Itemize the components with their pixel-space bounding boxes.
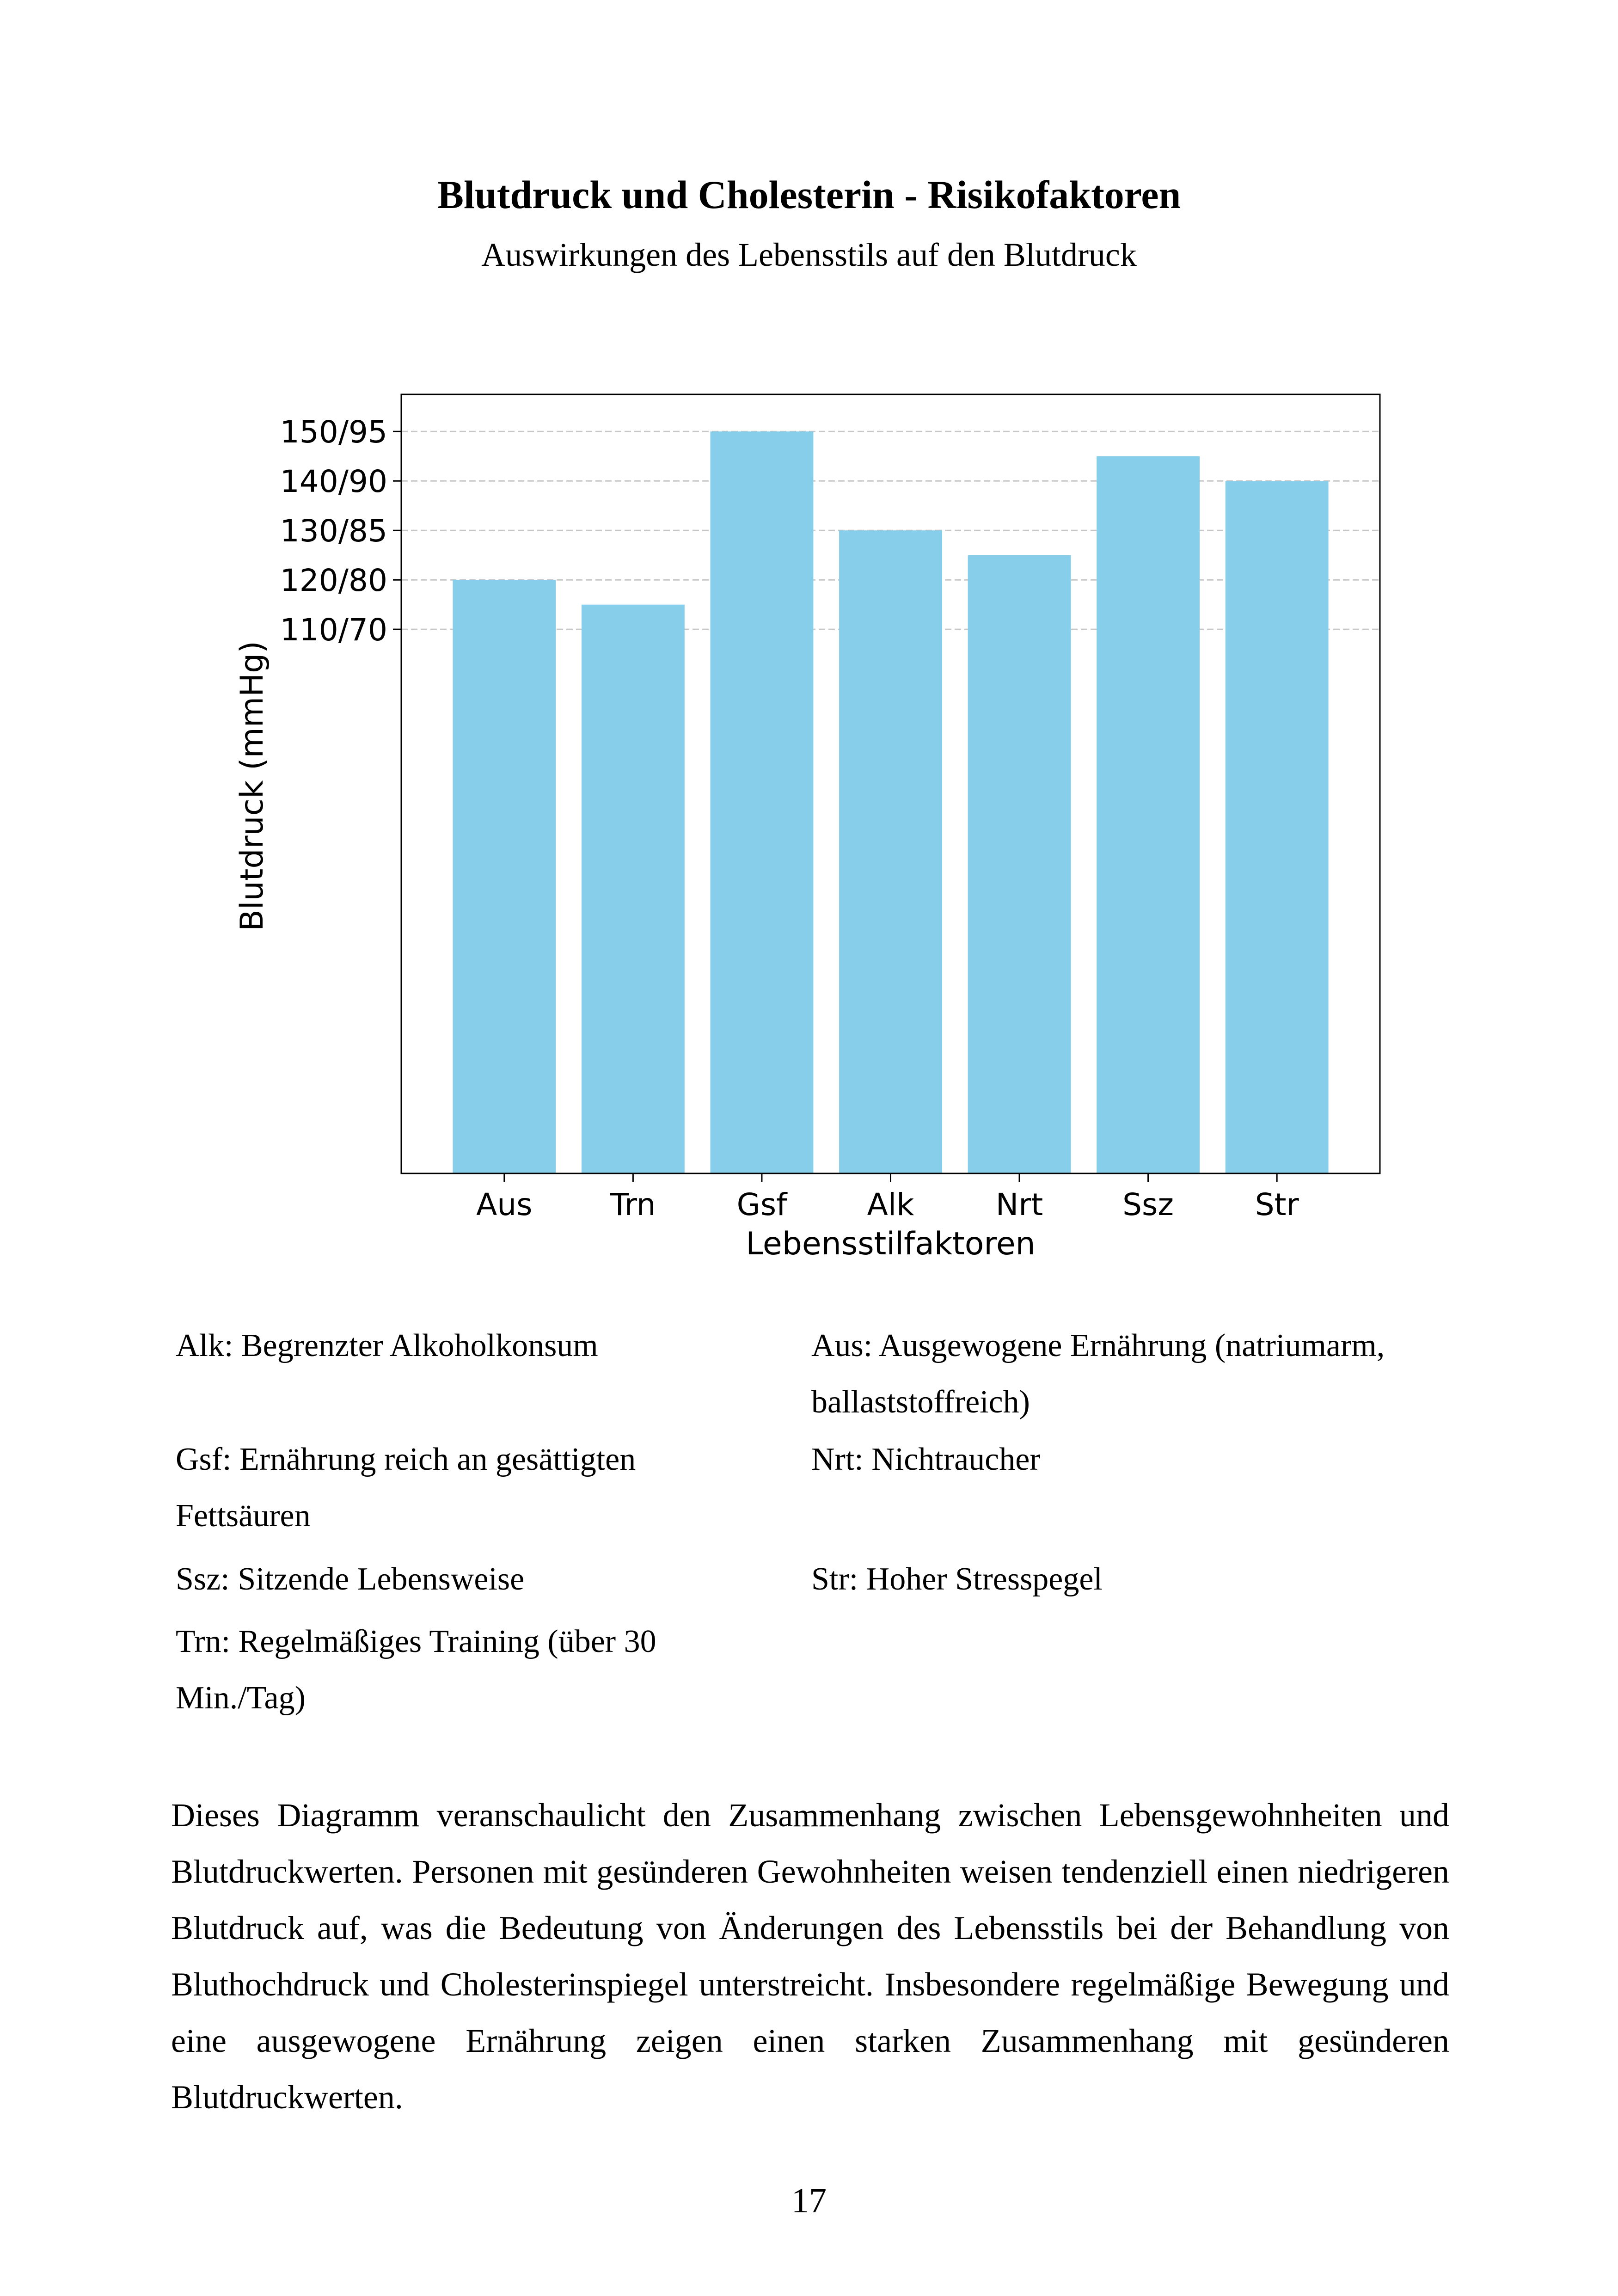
y-tick-label: 120/80 [280, 563, 387, 599]
legend-item-nrt: Nrt: Nichtraucher [811, 1442, 1041, 1477]
y-tick-label: 110/70 [280, 612, 387, 648]
x-axis-label: Lebensstilfaktoren [746, 1226, 1036, 1262]
bars [453, 431, 1328, 1173]
x-tick-label: Trn [610, 1187, 656, 1222]
bar-str [1226, 481, 1329, 1173]
bar-gsf [711, 431, 814, 1173]
x-tick-label: Alk [867, 1187, 914, 1222]
x-tick-label: Ssz [1122, 1187, 1174, 1222]
bar-alk [839, 530, 942, 1173]
x-axis [476, 1173, 1299, 1222]
y-tick-label: 140/90 [280, 464, 387, 500]
bar-nrt [968, 555, 1071, 1173]
y-axis [280, 414, 401, 648]
legend-item-str: Str: Hoher Stresspegel [811, 1561, 1103, 1597]
legend-item-gsf: Gsf: Ernährung reich an gesättigten Fettsäuren [176, 1442, 636, 1534]
legend-item-ssz: Ssz: Sitzende Lebensweise [176, 1561, 525, 1597]
y-axis-label: Blutdruck (mmHg) [234, 641, 270, 931]
legend-item-alk: Alk: Begrenzter Alkoholkonsum [176, 1328, 598, 1363]
page-subtitle: Auswirkungen des Lebensstils auf den Blutdruck [481, 236, 1137, 273]
description-paragraph: Dieses Diagramm veranschaulicht den Zusammenhang zwischen Lebensgewohnheiten und Blutdruckwerten. Personen mit gesünderen Gewohnheiten weisen tendenziell einen niedrigeren Blutdruck auf, was die Bedeutung von Änderungen des Lebensstils bei der Behandlung von Bluthochdruck und Cholesterinspiegel unterstreicht. Insbesondere regelmäßige Bewegung und eine ausgewogene Ernährung zeigen einen starken Zusammenhang mit gesünderen Blutdruckwerten. [171, 1797, 1449, 2116]
x-tick-label: Aus [476, 1187, 533, 1222]
legend-item-trn: Trn: Regelmäßiges Training (über 30 Min./Tag) [176, 1624, 656, 1716]
x-tick-label: Str [1255, 1187, 1299, 1222]
y-tick-label: 150/95 [280, 414, 387, 450]
x-tick-label: Gsf [736, 1187, 787, 1222]
page-number: 17 [791, 2181, 827, 2220]
page-title: Blutdruck und Cholesterin - Risikofaktoren [437, 172, 1181, 217]
y-tick-label: 130/85 [280, 513, 387, 549]
x-tick-label: Nrt [995, 1187, 1043, 1222]
bar-trn [582, 605, 685, 1173]
bar-ssz [1097, 456, 1200, 1173]
bar-aus [453, 580, 556, 1173]
legend-item-aus: Aus: Ausgewogene Ernährung (natriumarm, ballaststoffreich) [811, 1328, 1385, 1420]
